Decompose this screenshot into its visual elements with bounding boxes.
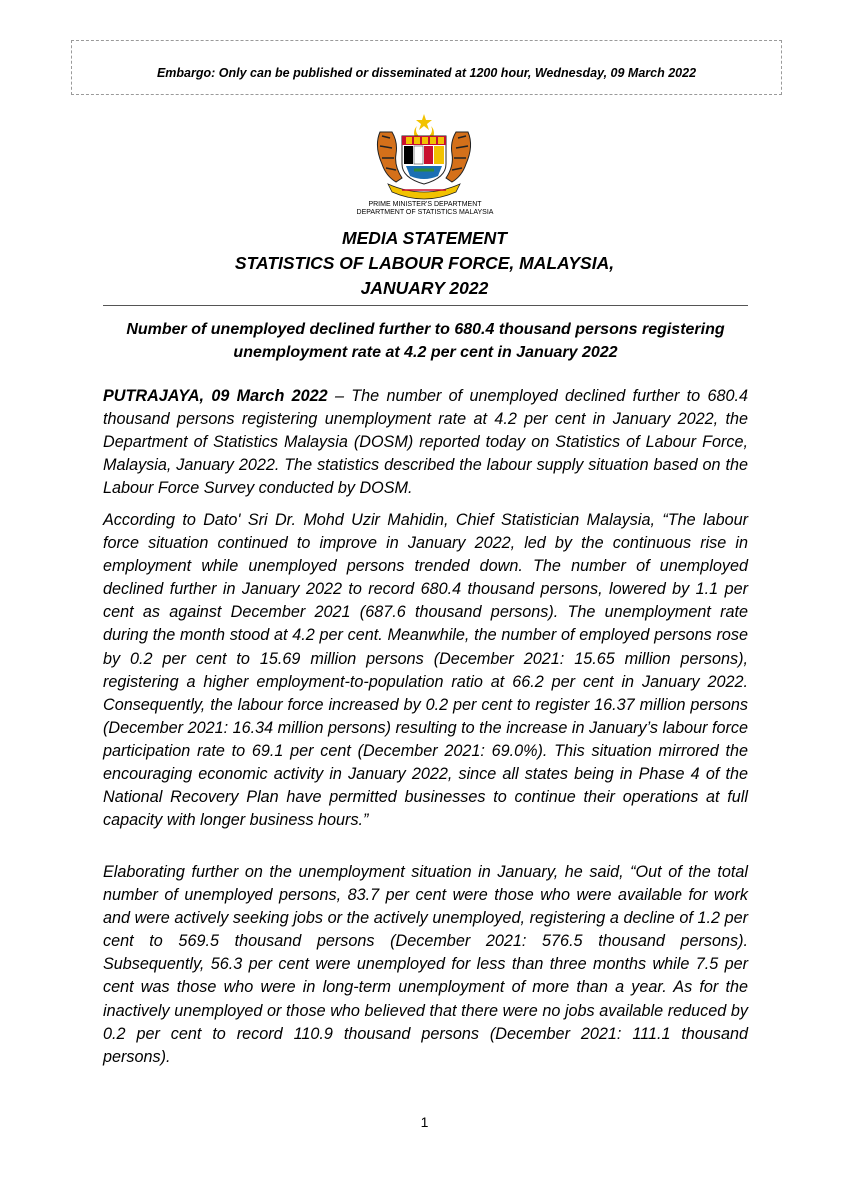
paragraph-1 xyxy=(103,385,748,500)
headline xyxy=(103,318,748,364)
paragraph-1-body: – The number of unemployed declined further to 680.4 thousand persons registering unemployment rate at 4.2 per cent in January 2022, the Department of Statistics Malaysia (DOSM) reported today on Statistics of Labour Force, Malaysia, January 2022. The statistics described the labour supply situation based on the Labour Force Survey conducted by DOSM. xyxy=(103,387,749,498)
headline-line-2: unemployment rate at 4.2 per cent in January 2022 xyxy=(233,344,618,361)
paragraph-2: According to Dato' Sri Dr. Mohd Uzir Mahidin, Chief Statistician Malaysia, “The labour force situation continued to improve in January 2022, led by the continuous rise in employment while unemployed persons trended down. The number of unemployed declined further in January 2022 to record 680.4 thousand persons, lowered by 1.1 per cent as against December 2021 (687.6 thousand persons). The unemployment rate during the month stood at 4.2 per cent. Meanwhile, the number of employed persons rose by 0.2 per cent to 15.69 million persons (December 2021: 15.65 million persons), registering a higher employment-to-population ratio at 66.2 per cent in January 2022. Consequently, the labour force increased by 0.2 per cent to register 16.37 million persons (December 2021: 16.34 million persons) resulting to the increase in January’s labour force participation rate to 69.1 per cent (December 2021: 69.0%). This situation mirrored the encouraging economic activity in January 2022, since all states being in Phase 4 of the National Recovery Plan have permitted businesses to continue their operations at full capacity with longer business hours.” xyxy=(103,511,748,830)
headline-line-1: Number of unemployed declined further to 680.4 thousand persons registering xyxy=(126,321,725,338)
embargo-notice: Embargo: Only can be published or disseminated at 1200 hour, Wednesday, 09 March 2022 xyxy=(156,66,697,80)
title-line-2: STATISTICS OF LABOUR FORCE, MALAYSIA, xyxy=(234,253,615,273)
page-number: 1 xyxy=(420,1114,429,1130)
title-divider xyxy=(103,305,748,306)
dateline: PUTRAJAYA, 09 March 2022 xyxy=(103,387,328,405)
title-line-3: JANUARY 2022 xyxy=(360,278,489,298)
department-line-statistics: DEPARTMENT OF STATISTICS MALAYSIA xyxy=(356,209,494,216)
title-line-1: MEDIA STATEMENT xyxy=(342,228,507,248)
media-statement-title xyxy=(0,226,849,301)
malaysia-coat-of-arms-logo xyxy=(370,112,478,200)
department-line-prime-minister: PRIME MINISTER'S DEPARTMENT xyxy=(368,201,482,208)
embargo-box xyxy=(71,40,782,95)
paragraph-3: Elaborating further on the unemployment situation in January, he said, “Out of the total number of unemployed persons, 83.7 per cent were those who were available for work and were actively seeking jobs or the actively unemployed, registering a decline of 1.2 per cent to 569.5 thousand persons (December 2021: 576.5 thousand persons). Subsequently, 56.3 per cent were unemployed for less than three months while 7.5 per cent was those who were in long-term unemployment of more than a year. As for the inactively unemployed or those who believed that there were no jobs available reduced by 0.2 per cent to record 110.9 thousand persons (December 2021: 111.1 thousand persons). xyxy=(103,863,748,1066)
